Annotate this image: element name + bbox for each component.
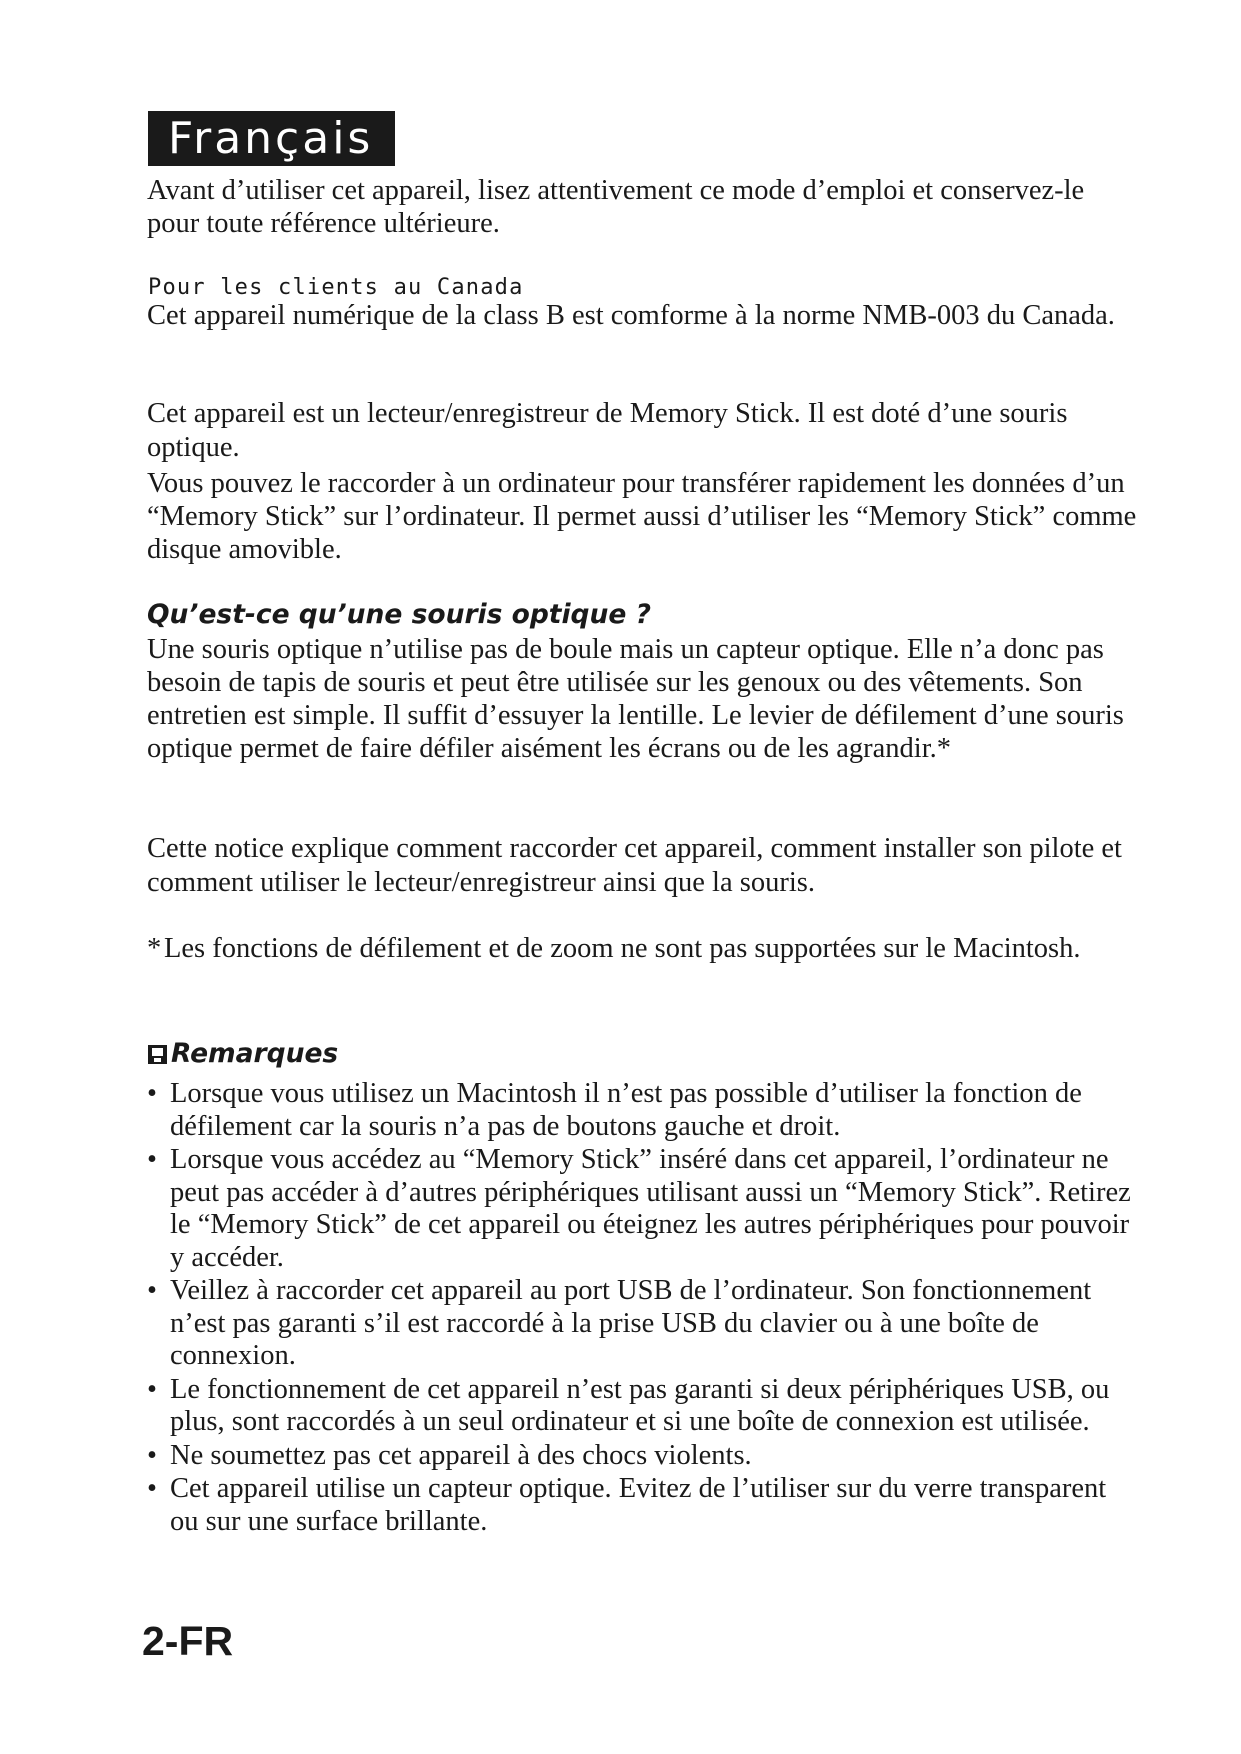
language-tab: Français bbox=[148, 111, 395, 166]
bullet: • bbox=[147, 1144, 157, 1175]
bullet: • bbox=[147, 1373, 157, 1405]
bullet: • bbox=[147, 1275, 157, 1306]
note-item bbox=[147, 1144, 1137, 1274]
notes-title: Remarques bbox=[171, 1038, 339, 1069]
page-number: 2-FR bbox=[142, 1618, 234, 1664]
note-icon bbox=[147, 1044, 168, 1065]
footnote-marker: * bbox=[147, 933, 162, 964]
footnote bbox=[147, 933, 1137, 966]
note-item bbox=[147, 1374, 1137, 1439]
notes-header bbox=[147, 1038, 338, 1070]
notice-paragraph: Cette notice explique comment raccorder cet appareil, comment installer son pilote et comment utiliser le lecteur/enregistreur ainsi que la souris. bbox=[147, 833, 1122, 898]
notes-list bbox=[147, 1078, 1137, 1539]
description-paragraph-2: Vous pouvez le raccorder à un ordinateur pour transférer rapidement les données d’un “Memory Stick” sur l’ordinateur. Il permet aussi d’utiliser les “Memory Stick” comme disque amovible. bbox=[147, 468, 1137, 565]
note-item bbox=[147, 1275, 1137, 1373]
note-text: Lorsque vous utilisez un Macintosh il n’est pas possible d’utiliser la fonction de défilement car la souris n’a pas de boutons gauche et droit. bbox=[170, 1078, 1082, 1142]
optical-mouse-heading: Qu’est-ce qu’une souris optique ? bbox=[147, 599, 651, 630]
bullet: • bbox=[147, 1473, 157, 1504]
note-text: Ne soumettez pas cet appareil à des chocs violents. bbox=[170, 1439, 752, 1471]
bullet: • bbox=[147, 1439, 157, 1471]
intro-paragraph: Avant d’utiliser cet appareil, lisez attentivement ce mode d’emploi et conservez-le pour toute référence ultérieure. bbox=[147, 175, 1085, 239]
note-text: Cet appareil utilise un capteur optique. Evitez de l’utiliser sur du verre transparent ou sur une surface brillante. bbox=[170, 1473, 1107, 1537]
note-item bbox=[147, 1473, 1137, 1538]
note-text: Le fonctionnement de cet appareil n’est pas garanti si deux périphériques USB, ou plus, sont raccordés à un seul ordinateur et si une boîte de connexion est utilisée. bbox=[170, 1373, 1110, 1437]
bullet: • bbox=[147, 1078, 157, 1109]
canada-label: Pour les clients au Canada bbox=[148, 275, 524, 300]
note-text: Veillez à raccorder cet appareil au port USB de l’ordinateur. Son fonctionnement n’est pas garanti s’il est raccordé à la prise USB du clavier ou à une boîte de connexion. bbox=[170, 1275, 1092, 1371]
optical-mouse-paragraph: Une souris optique n’utilise pas de boule mais un capteur optique. Elle n’a donc pas besoin de tapis de souris et peut être utilisée sur les genoux ou des vêtements. Son entretien est simple. Il suffit d’essuyer la lentille. Le levier de défilement d’une souris optique permet de faire défiler aisément les écrans ou de les agrandir.* bbox=[147, 634, 1124, 764]
canada-compliance-text: Cet appareil numérique de la class B est comforme à la norme NMB-003 du Canada. bbox=[147, 300, 1115, 331]
note-item bbox=[147, 1440, 1137, 1473]
description-paragraph-1: Cet appareil est un lecteur/enregistreur de Memory Stick. Il est doté d’une souris optique. bbox=[147, 398, 1068, 463]
note-text: Lorsque vous accédez au “Memory Stick” inséré dans cet appareil, l’ordinateur ne peut pas accéder à d’autres périphériques utilisant aussi un “Memory Stick”. Retirez le “Memory Stick” de cet appareil ou éteignez les autres périphériques pour pouvoir y accéder. bbox=[170, 1144, 1131, 1273]
footnote-text: Les fonctions de défilement et de zoom ne sont pas supportées sur le Macintosh. bbox=[164, 933, 1081, 964]
note-item bbox=[147, 1078, 1137, 1143]
